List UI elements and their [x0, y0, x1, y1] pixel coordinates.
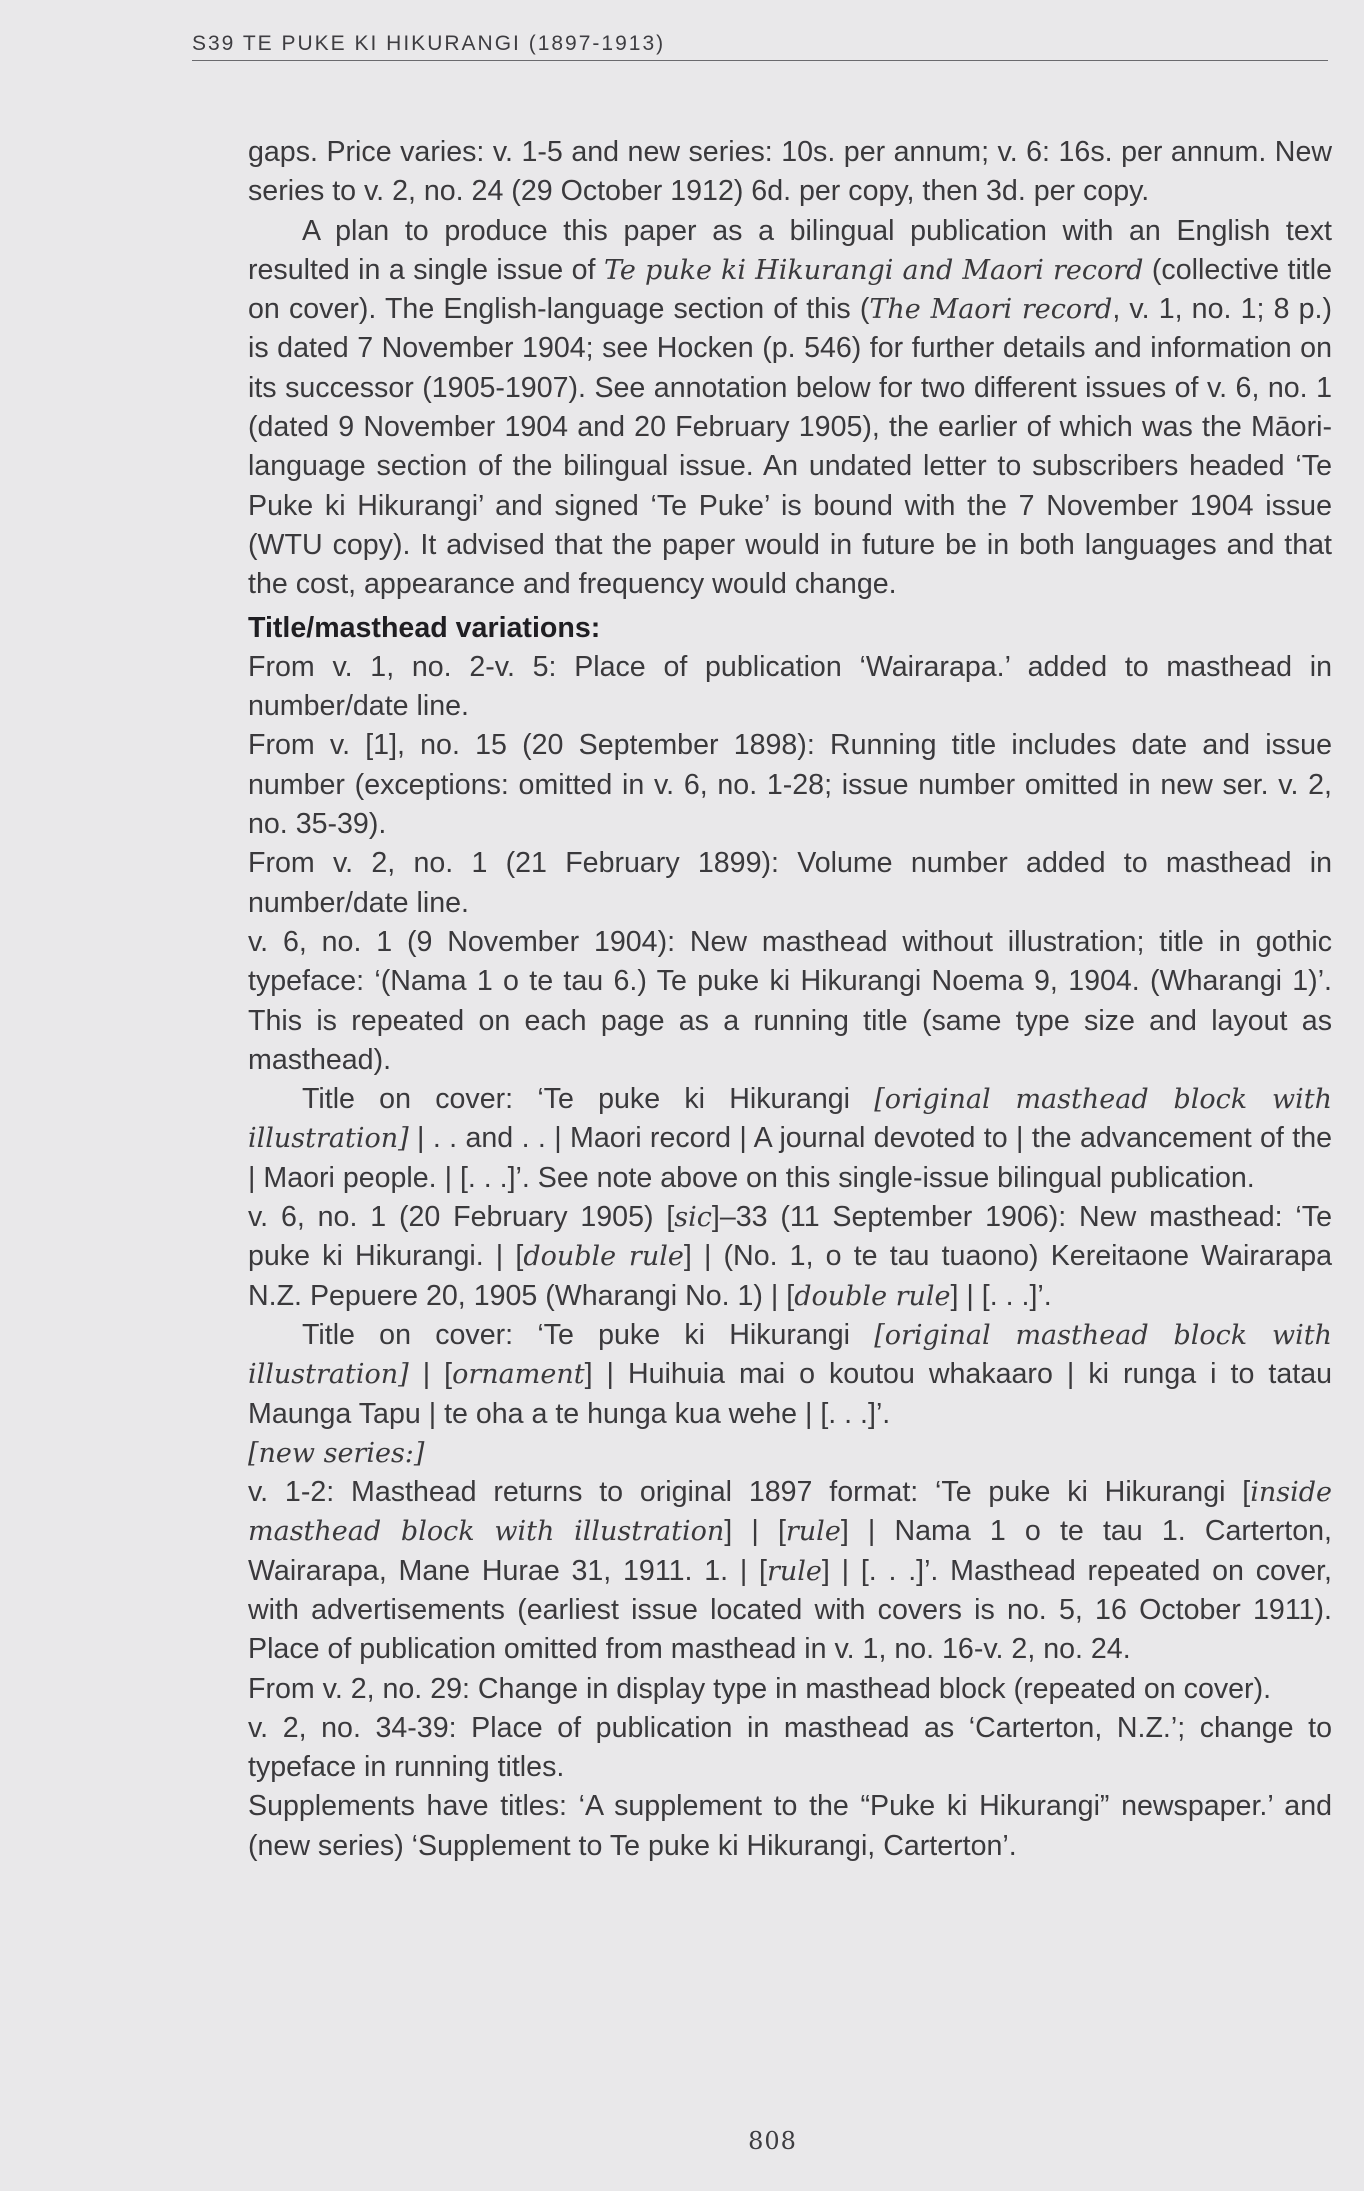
- variation-entry: v. 1-2: Masthead returns to original 1897 format: ‘Te puke ki Hikurangi [inside masthead block with illustration] | [rule] | Nama 1 o te tau 1. Carterton, Wairarapa, Mane Hurae 31, 1911. 1. | [rule] | [. . .]’. Masthead repeated on cover, with advertisements (earliest issue located with covers is no. 5, 16 October 1911). Place of publication omitted from masthead in v. 1, no. 16-v. 2, no. 24.: [248, 1476, 1332, 1666]
- variation-entry: Supplements have titles: ‘A supplement to the “Puke ki Hikurangi” newspaper.’ and (new series) ‘Supplement to Te puke ki Hikurangi, Carterton’.: [248, 1790, 1332, 1862]
- variation-entry: From v. 1, no. 2-v. 5: Place of publication ‘Wairarapa.’ added to masthead in number/date line.: [248, 650, 1332, 723]
- section-heading: Title/masthead variations:: [248, 611, 601, 644]
- variation-entry: v. 2, no. 34-39: Place of publication in masthead as ‘Carterton, N.Z.’; change to typeface in running titles.: [248, 1711, 1332, 1784]
- running-title: S39 TE PUKE KI HIKURANGI (1897-1913): [192, 32, 666, 55]
- main-text: [248, 133, 1332, 1866]
- variation-entry-cover: Title on cover: ‘Te puke ki Hikurangi [original masthead block with illustration] | . . and . . | Maori record | A journal devoted to | the advancement of the | Maori people. | [. . .]’. See note above on this single-issue bilingual publication.: [248, 1083, 1332, 1194]
- new-series-label: [new series:]: [248, 1437, 425, 1469]
- running-header: [192, 32, 1328, 61]
- variation-entry: v. 6, no. 1 (9 November 1904): New masthead without illustration; title in gothic typeface: ‘(Nama 1 o te tau 6.) Te puke ki Hikurangi Noema 9, 1904. (Wharangi 1)’. This is repeated on each page as a running title (same type size and layout as masthead).: [248, 925, 1332, 1076]
- variation-entry: v. 6, no. 1 (20 February 1905) [sic]–33 (11 September 1906): New masthead: ‘Te puke ki Hikurangi. | [double rule] | (No. 1, o te tau tuaono) Kereitaone Wairarapa N.Z. Pepuere 20, 1905 (Wharangi No. 1) | [double rule] | [. . .]’.: [248, 1201, 1333, 1312]
- italic-title: Te puke ki Hikurangi and Maori record: [603, 254, 1144, 286]
- variation-entry: From v. 2, no. 1 (21 February 1899): Volume number added to masthead in number/date line.: [248, 847, 1332, 919]
- paragraph-bilingual-plan: A plan to produce this paper as a bilingual publication with an English text resulted in a single issue of Te puke ki Hikurangi and Maori record (collective title on cover). The English-language section of this (The Maori record, v. 1, no. 1; 8 p.) is dated 7 November 1904; see Hocken (p. 546) for further details and information on its successor (1905-1907). See annotation below for two different issues of v. 6, no. 1 (dated 9 November 1904 and 20 February 1905), the earlier of which was the Māori-language section of the bilingual issue. An undated letter to subscribers headed ‘Te Puke ki Hikurangi’ and signed ‘Te Puke’ is bound with the 7 November 1904 issue (WTU copy). It advised that the paper would in future be in both languages and that the cost, appearance and frequency would change.: [248, 214, 1332, 601]
- variation-entry-cover: Title on cover: ‘Te puke ki Hikurangi [original masthead block with illustration] | [ornament] | Huihuia mai o koutou whakaaro | ki runga i to tatau Maunga Tapu | te oha a te hunga kua wehe | [. . .]’.: [248, 1318, 1332, 1430]
- italic-title: The Maori record: [869, 294, 1113, 326]
- variation-entry: From v. 2, no. 29: Change in display type in masthead block (repeated on cover).: [248, 1672, 1272, 1705]
- variation-entry: From v. [1], no. 15 (20 September 1898): Running title includes date and issue number (exceptions: omitted in v. 6, no. 1-28; issue number omitted in new ser. v. 2, no. 35-39).: [248, 729, 1332, 841]
- paragraph-price: gaps. Price varies: v. 1-5 and new series: 10s. per annum; v. 6: 16s. per annum. New series to v. 2, no. 24 (29 October 1912) 6d. per copy, then 3d. per copy.: [248, 136, 1332, 208]
- page-number: 808: [748, 2127, 797, 2155]
